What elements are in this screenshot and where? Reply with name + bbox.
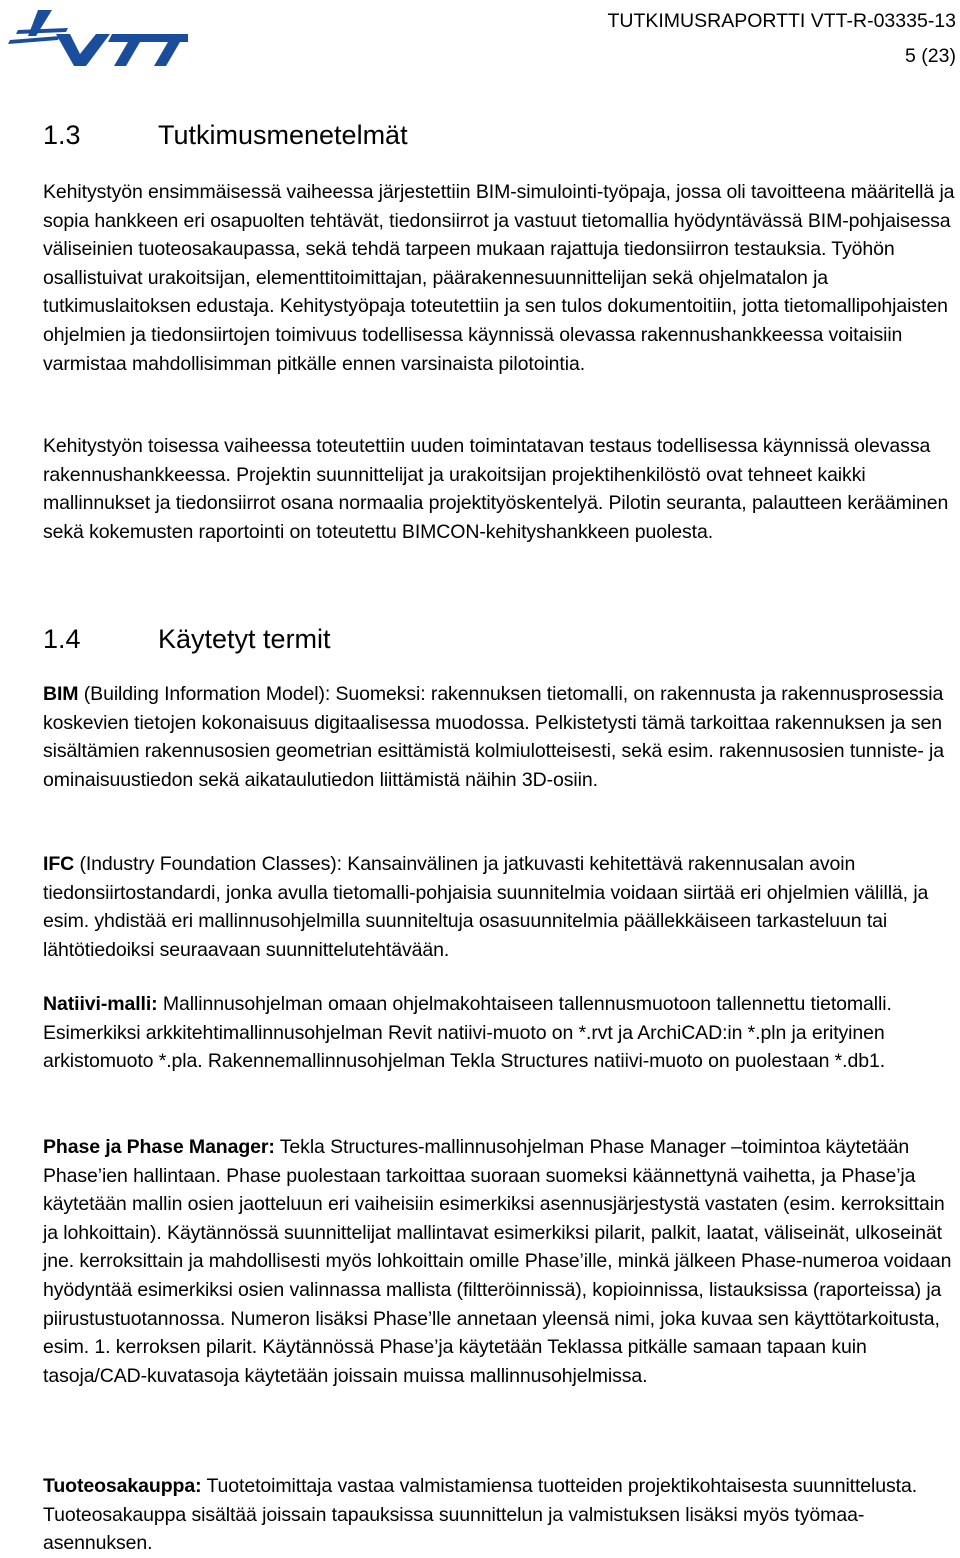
term-definition-bim [43,680,955,794]
paragraph: Kehitystyön toisessa vaiheessa toteutettiin uuden toimintatavan testaus todellisessa käynnissä olevassa rakennushankkeessa. Projektin suunnittelijat ja urakoitsijan projektihenkilöstö ovat tehneet kaikki mallinnukset ja tiedonsiirrot osana normaalia projektityöskentelyä. Pilotin seuranta, palautteen kerääminen sekä kokemusten raportointi on toteutettu BIMCON-kehityshankkeen puolesta. [43,435,949,543]
section-heading-1-3 [43,118,408,152]
logo-text: VTT [8,6,10,7]
report-id: TUTKIMUSRAPORTTI VTT-R-03335-13 [607,10,956,32]
term-label: BIM [43,683,79,705]
term-label: Natiivi-malli: [43,993,158,1015]
term-definition-tuoteosakauppa [43,1472,955,1558]
term-text: (Industry Foundation Classes): Kansainvälinen ja jatkuvasti kehitettävä rakennusalan avoin tiedonsiirtostandardi, jonka avulla tietomalli-pohjaisia suunnitelmia voidaan siirtää eri ohjelmien välillä, ja esim. yhdistää eri mallinnusohjelmilla suunniteltuja osasuunnitelmia päällekkäiseen tarkasteluun tai lähtötiedoiksi seuraavaan suunnittelutehtävään. [43,853,929,961]
term-label: Phase ja Phase Manager: [43,1136,275,1158]
term-text: (Building Information Model): Suomeksi: rakennuksen tietomalli, on rakennusta ja rakennusprosessia koskevien tietojen kokonaisuus digitaalisessa muodossa. Pelkistetysti tämä tarkoittaa rakennuksen ja sen sisältämien rakennusosien geometrian esittämistä kolmiulotteisesti, sekä esim. rakennusosien tunniste- ja ominaisuustiedon sekä aikataulutiedon liittämistä näihin 3D-osiin. [43,683,945,791]
term-label: Tuoteosakauppa: [43,1475,202,1497]
section-title: Tutkimusmenetelmät [158,120,408,150]
page-number: 5 (23) [905,45,956,67]
section-number: 1.4 [43,624,81,654]
term-label: IFC [43,853,75,875]
section-title: Käytetyt termit [158,624,331,654]
term-text: Tekla Structures-mallinnusohjelman Phase Manager –toimintoa käytetään Phase’ien hallintaan. Phase puolestaan tarkoittaa suoraan suomeksi käännettynä vaihetta, ja Phase’ja käytetään mallin osien jaotteluun eri vaiheisiin esimerkiksi asennusjärjestystä vastaten (esim. kerroksittain ja lohkoittain). Käytännössä suunnittelijat mallintavat esimerkiksi pilarit, palkit, laatat, väliseinät, ulkoseinät jne. kerroksittain ja mahdollisesti myös lohkoittain omille Phase’ille, minkä jälkeen Phase-numeroa voidaan hyödyntää esimerkiksi osien valinnassa mallista (filtteröinnissä), kopioinnissa, listauksissa (raporteissa) ja piirustustuotannossa. Numeron lisäksi Phase’lle annetaan yleensä nimi, joka kuvaa sen käyttötarkoitusta, esim. 1. kerroksen pilarit. Käytännössä Phase’ja käytetään Teklassa pitkälle samaan tapaan kuin tasoja/CAD-kuvatasoja käytetään joissain muissa mallinnusohjelmissa. [43,1136,952,1387]
section-heading-1-4 [43,622,331,656]
term-text: Tuotetoimittaja vastaa valmistamiensa tuotteiden projektikohtaisesta suunnittelusta. Tuoteosakauppa sisältää joissain tapauksissa suunnittelun ja valmistuksen lisäksi myös työmaa-asennuksen. [43,1475,918,1555]
term-text: Mallinnusohjelman omaan ohjelmakohtaiseen tallennusmuotoon tallennettu tietomalli. Esimerkiksi arkkitehtimallinnusohjelman Revit natiivi-muoto on *.rvt ja ArchiCAD:in *.pln ja erityinen arkistomuoto *.pla. Rakennemallinnusohjelman Tekla Structures natiivi-muoto on puolestaan *.db1. [43,993,892,1073]
term-definition-phase [43,1133,955,1390]
section-number: 1.3 [43,120,81,150]
vtt-logo [8,6,188,66]
term-definition-ifc [43,850,955,964]
term-definition-natiivi-malli [43,990,955,1076]
paragraph: Kehitystyön ensimmäisessä vaiheessa järjestettiin BIM-simulointi-työpaja, jossa oli tavoitteena määritellä ja sopia hankkeen eri osapuolten tehtävät, tiedonsiirrot ja vastuut tietomallia hyödyntävässä BIM-pohjaisessa väliseinien tuoteosakaupassa, sekä tehdä tarpeen mukaan rajattuja tiedonsiirron testauksia. Työhön osallistuivat urakoitsijan, elementtitoimittajan, päärakennesuunnittelijan sekä ohjelmatalon ja tutkimuslaitoksen edustaja. Kehitystyöpaja toteutettiin ja sen tulos dokumentoitiin, jotta tietomallipohjaisten ohjelmien ja tiedonsiirtojen toimivuus todellisessa käynnissä olevassa rakennushankkeessa voitaisiin varmistaa mahdollisimman pitkälle ennen varsinaista pilotointia. [43,181,955,375]
